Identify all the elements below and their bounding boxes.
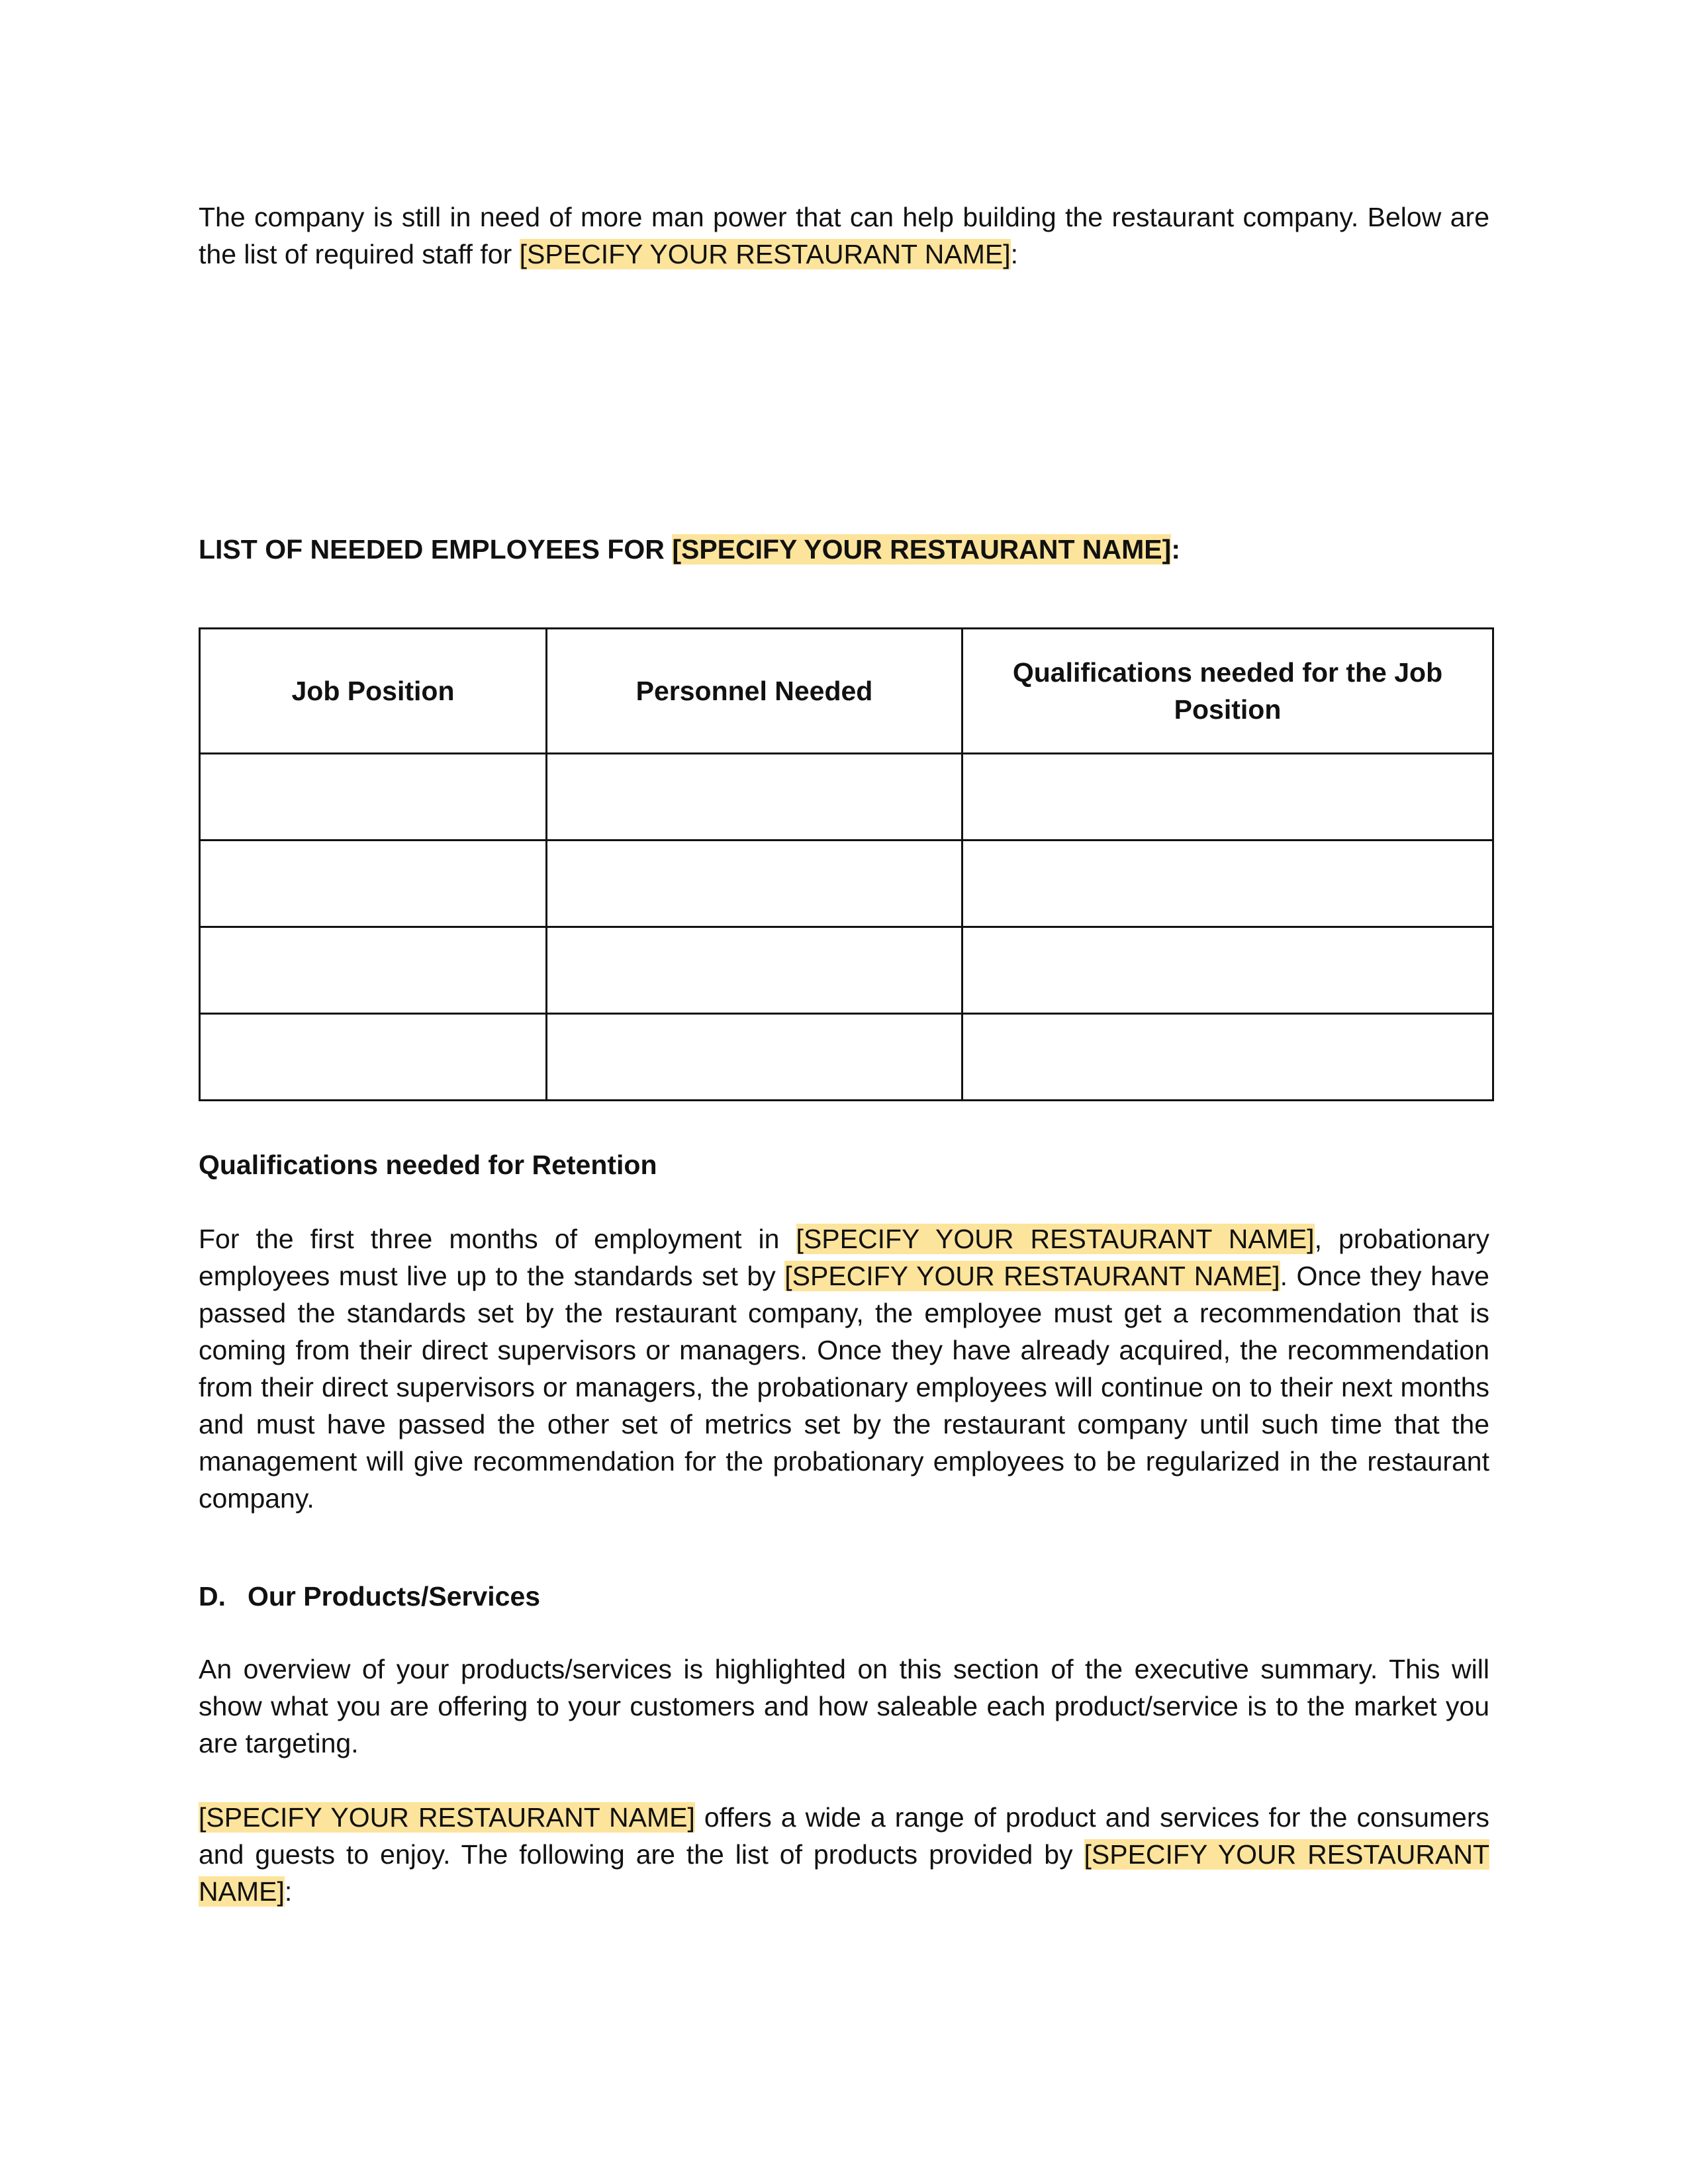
section-label: D. [199, 1581, 226, 1612]
table-cell[interactable] [962, 754, 1493, 841]
needed-employees-table [199, 627, 1494, 1101]
table-row [200, 927, 1493, 1014]
table-cell[interactable] [547, 1014, 962, 1101]
restaurant-name-placeholder: [SPECIFY YOUR RESTAURANT NAME] [784, 1261, 1280, 1291]
list-heading [199, 531, 1489, 568]
retention-paragraph-block [199, 1220, 1489, 1517]
list-heading-block [199, 531, 1489, 568]
header-qualifications: Qualifications needed for the Job Position [962, 629, 1493, 754]
list-heading-text: LIST OF NEEDED EMPLOYEES FOR [199, 534, 673, 565]
table-cell[interactable] [547, 754, 962, 841]
header-personnel-needed: Personnel Needed [547, 629, 962, 754]
retention-text-2: , probationary employees must live up to the standards set by [199, 1224, 1489, 1291]
table-cell[interactable] [547, 841, 962, 927]
header-job-position: Job Position [200, 629, 547, 754]
restaurant-name-placeholder: [SPECIFY YOUR RESTAURANT NAME] [672, 534, 1172, 565]
retention-paragraph [199, 1220, 1489, 1517]
retention-text-1: For the first three months of employment in [199, 1224, 796, 1254]
restaurant-name-placeholder: [SPECIFY YOUR RESTAURANT NAME] [199, 1839, 1489, 1907]
table-row [200, 1014, 1493, 1101]
products-overview-block [199, 1651, 1489, 1762]
table-cell[interactable] [200, 841, 547, 927]
table-cell[interactable] [200, 754, 547, 841]
intro-paragraph [199, 199, 1489, 273]
products-overview: An overview of your products/services is highlighted on this section of the executive summary. This will show what you are offering to your customers and how saleable each product/service is to the market you are targeting. [199, 1654, 1489, 1758]
products-text-mid: offers a wide a range of product and services for the consumers and guests to enjoy. The following are the list of products provided by [199, 1802, 1489, 1870]
retention-heading: Qualifications needed for Retention [199, 1150, 657, 1180]
restaurant-name-placeholder: [SPECIFY YOUR RESTAURANT NAME] [199, 1802, 695, 1833]
table-cell[interactable] [200, 1014, 547, 1101]
table-cell[interactable] [547, 927, 962, 1014]
retention-text-3: . Once they have passed the standards set by the restaurant company, the employee must get a recommendation that is coming from their direct supervisors or managers. Once they have already acquired, the recommendation from their direct supervisors or managers, the probationary employees will continue on to their next months and must have passed the other set of metrics set by the restaurant company until such time that the management will give recommendation for the probationary employees to be regularized in the restaurant company. [199, 1261, 1489, 1514]
products-heading-text: Our Products/Services [248, 1581, 541, 1612]
restaurant-name-placeholder: [SPECIFY YOUR RESTAURANT NAME] [519, 239, 1011, 269]
table-cell[interactable] [962, 841, 1493, 927]
products-heading-block [199, 1578, 1489, 1615]
table-row [200, 754, 1493, 841]
table-cell[interactable] [962, 1014, 1493, 1101]
products-list-intro-block [199, 1799, 1489, 1910]
products-heading [199, 1578, 1489, 1615]
table-header-row [200, 629, 1493, 754]
products-list-intro [199, 1799, 1489, 1910]
retention-heading-block [199, 1146, 1489, 1183]
table-cell[interactable] [962, 927, 1493, 1014]
list-heading-colon: : [1171, 534, 1180, 565]
intro-text-end: : [1010, 239, 1019, 269]
products-text-end: : [284, 1876, 293, 1907]
intro-paragraph-block [199, 199, 1489, 273]
table-row [200, 841, 1493, 927]
intro-text: The company is still in need of more man power that can help building the restaurant company. Below are the list of required staff for [199, 202, 1489, 269]
restaurant-name-placeholder: [SPECIFY YOUR RESTAURANT NAME] [796, 1224, 1315, 1254]
table-cell[interactable] [200, 927, 547, 1014]
